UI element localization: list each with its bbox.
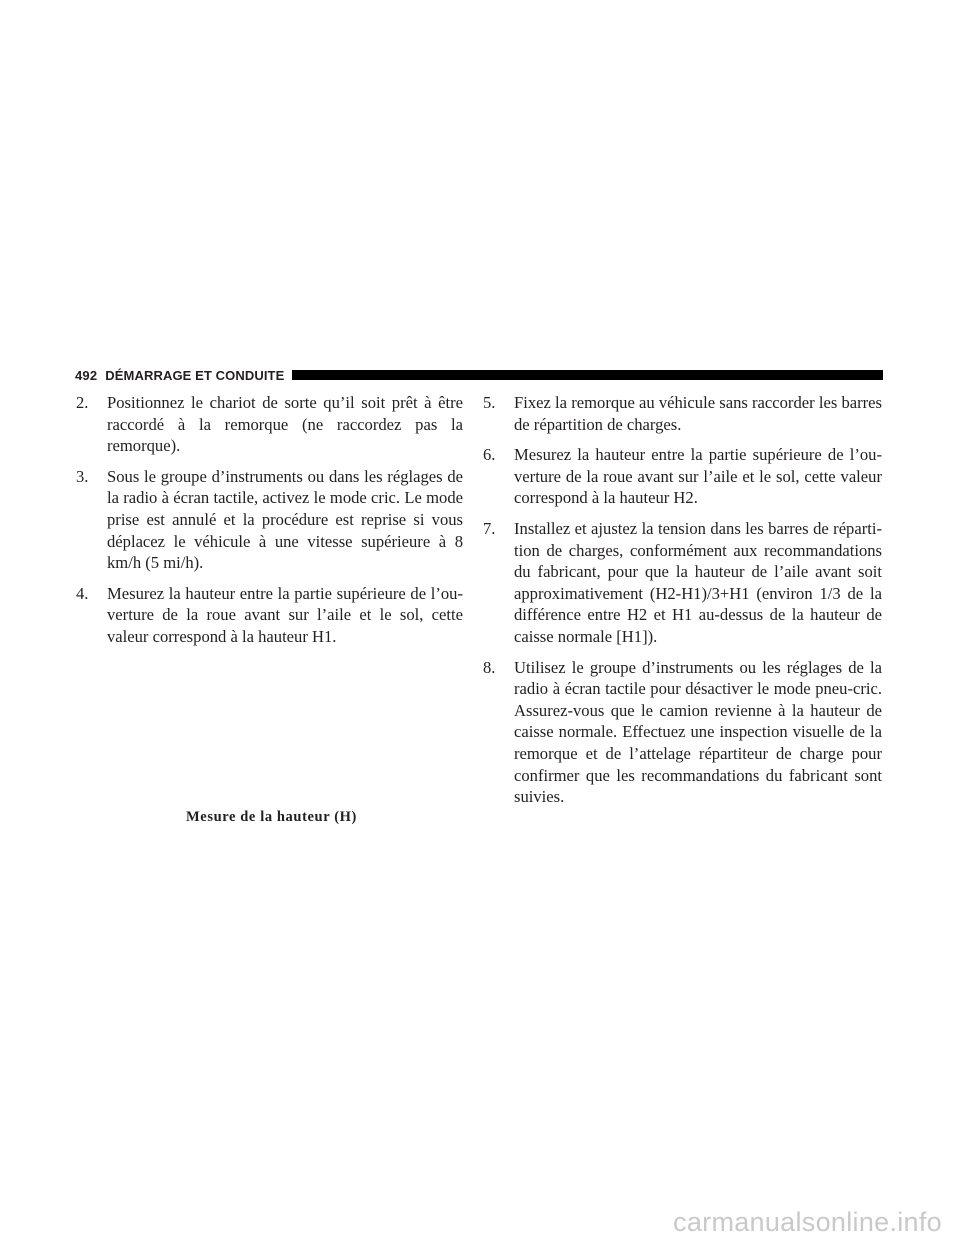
step-number: 3. <box>76 466 89 486</box>
step-number: 6. <box>483 445 496 465</box>
step-2 <box>76 392 463 457</box>
step-4 <box>76 583 463 648</box>
step-text: Positionnez le chariot de sorte qu’il soit prêt à être raccordé à la remorque (ne raccordez pas la remorque). <box>107 393 463 456</box>
step-number: 7. <box>483 518 496 538</box>
step-text: Fixez la remorque au véhicule sans raccorder les barres de répartition de charges. <box>514 393 882 434</box>
step-text: Utilisez le groupe d’instruments ou les réglages de la radio à écran tactile pour désactiver le mode pneu-cric. Assurez-vous que le camion revienne à la hauteur de caisse normale. Effectuez une inspection visuelle de la remorque et de l’attelage répartiteur de charge pour confirmer que les recommandations du fabricant sont suivies. <box>514 657 882 807</box>
step-7 <box>483 518 882 648</box>
left-column <box>76 392 463 657</box>
step-text: Mesurez la hauteur entre la partie supérieure de l’ou-verture de la roue avant sur l’aile et le sol, cette valeur correspond à la hauteur H1. <box>107 583 463 646</box>
step-number: 5. <box>483 393 496 412</box>
page-header <box>75 366 883 384</box>
step-5 <box>483 392 882 435</box>
section-title: DÉMARRAGE ET CONDUITE <box>105 367 285 383</box>
step-text: Sous le groupe d’instruments ou dans les réglages de la radio à écran tactile, activez le mode cric. Le mode prise est annulé et la procédure est reprise si vous déplacez le véhicule à une vitesse supérieure à 8 km/h (5 mi/h). <box>107 466 463 573</box>
step-number: 2. <box>76 393 89 412</box>
step-text: Installez et ajustez la tension dans les barres de réparti-tion de charges, conformément aux recommandations du fabricant, pour que la hauteur de l’aile avant soit approximativement (H2-H1)/3+H1 (environ 1/3 de la différence entre H2 et H1 au-dessus de la hauteur de caisse normale [H1]). <box>514 518 882 646</box>
step-8 <box>483 657 882 808</box>
step-text: Mesurez la hauteur entre la partie supérieure de l’ou-verture de la roue avant sur l’aile et le sol, cette valeur correspond à la hauteur H2. <box>514 445 882 508</box>
header-rule <box>292 370 883 380</box>
figure-caption: Mesure de la hauteur (H) <box>186 809 357 825</box>
step-6 <box>483 444 882 509</box>
right-column <box>483 392 882 817</box>
step-number: 4. <box>76 583 89 603</box>
step-3 <box>76 466 463 574</box>
step-number: 8. <box>483 657 496 677</box>
watermark: carmanualsonline.info <box>673 1207 942 1237</box>
page-number: 492 <box>75 367 98 383</box>
